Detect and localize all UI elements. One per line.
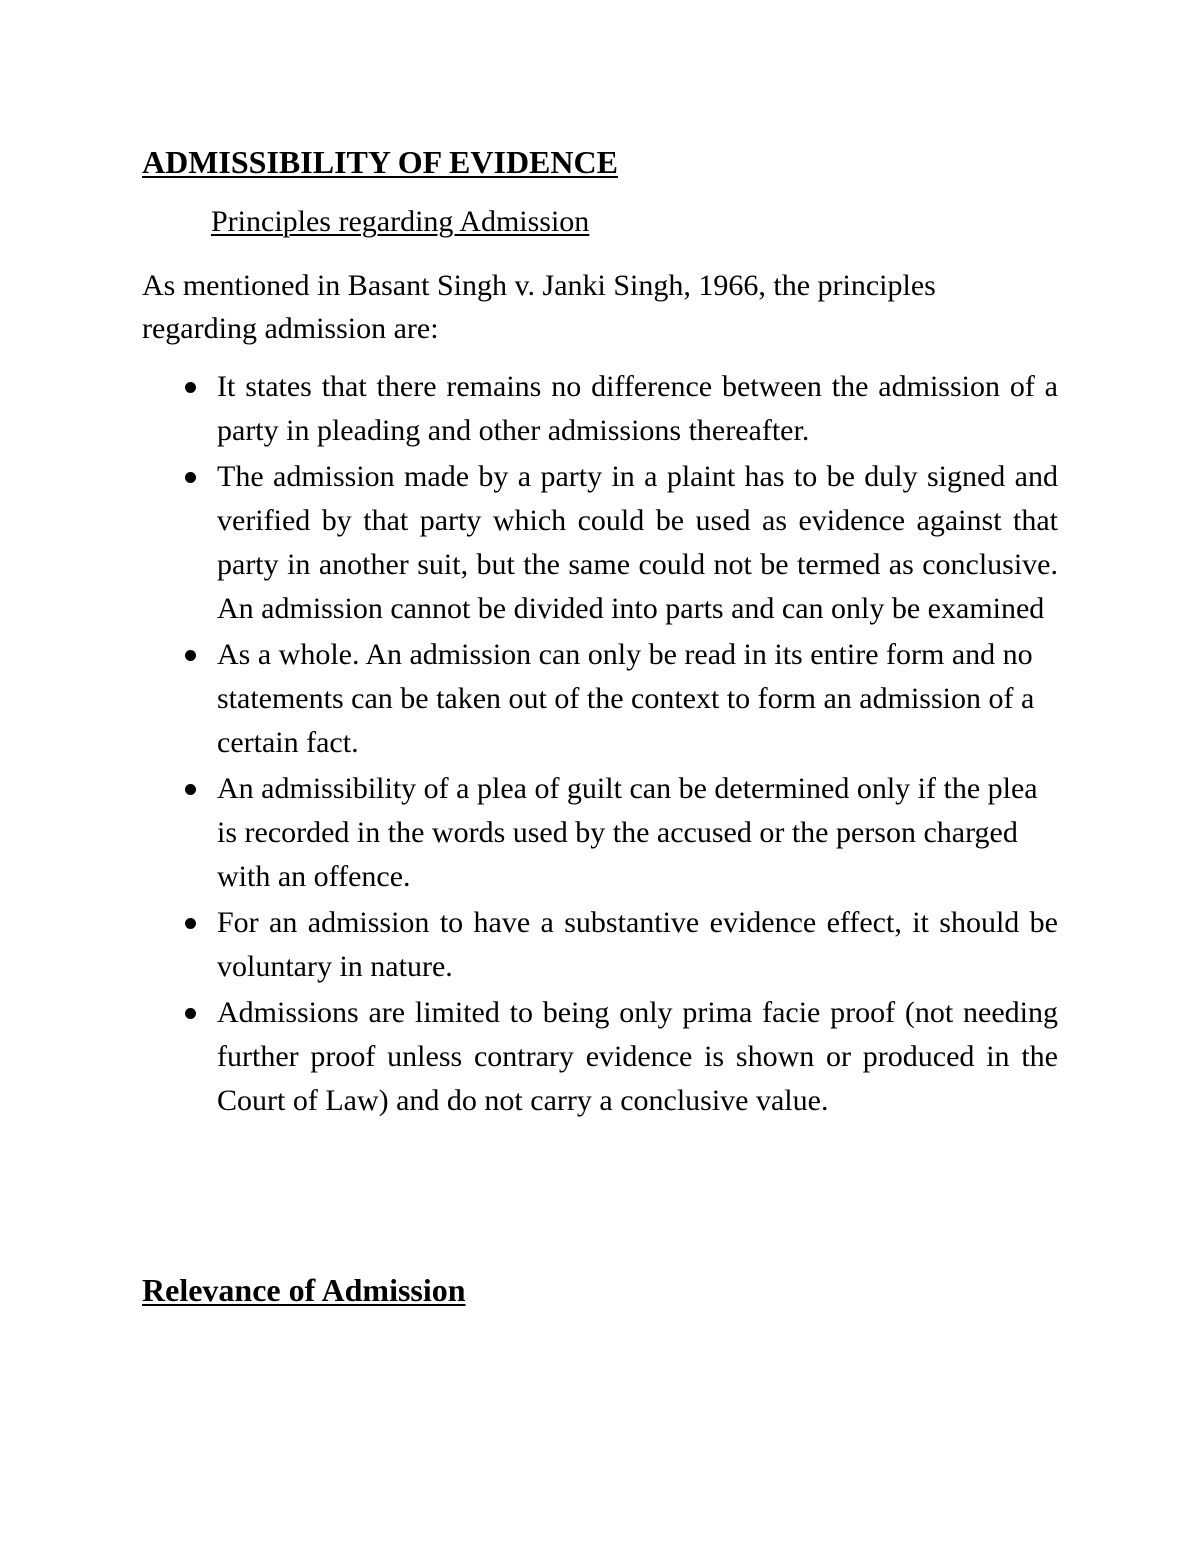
bullet-icon: [185, 650, 196, 661]
list-item-text: Admissions are limited to being only prima facie proof (not needing further proof unless contrary evidence is shown or produced in the Court of Law) and do not carry a conclusive value.: [217, 996, 1058, 1117]
list-item-text: The admission made by a party in a plaint has to be duly signed and verified by that party which could be used as evidence against that party in another suit, but the same could not be termed as conclusive. An admission cannot be divided into parts and can only be examined: [217, 460, 1058, 625]
bullet-icon: [185, 784, 196, 795]
list-item-text: For an admission to have a substantive evidence effect, it should be voluntary in nature.: [217, 906, 1058, 983]
list-item-text: As a whole. An admission can only be read in its entire form and no statements can be taken out of the context to form an admission of a certain fact.: [217, 638, 1035, 759]
intro-paragraph: As mentioned in Basant Singh v. Janki Singh, 1966, the principles regarding admission are:: [142, 269, 936, 345]
document-subtitle: Principles regarding Admission: [211, 205, 590, 238]
bullet-icon: [185, 472, 196, 483]
bullet-icon: [185, 1008, 196, 1019]
list-item-text: An admissibility of a plea of guilt can be determined only if the plea is recorded in the words used by the accused or the person charged with an offence.: [217, 772, 1038, 893]
list-item: [142, 633, 1058, 765]
list-item: [142, 767, 1058, 899]
bullet-icon: [185, 918, 196, 929]
section-heading: Relevance of Admission: [142, 1272, 466, 1308]
principles-list: [142, 365, 1058, 1125]
list-item: [142, 901, 1058, 989]
list-item-text: It states that there remains no difference between the admission of a party in pleading and other admissions thereafter.: [217, 370, 1058, 447]
list-item: [142, 365, 1058, 453]
bullet-icon: [185, 382, 196, 393]
document-title: ADMISSIBILITY OF EVIDENCE: [142, 144, 618, 180]
list-item: [142, 991, 1058, 1123]
list-item: [142, 455, 1058, 631]
